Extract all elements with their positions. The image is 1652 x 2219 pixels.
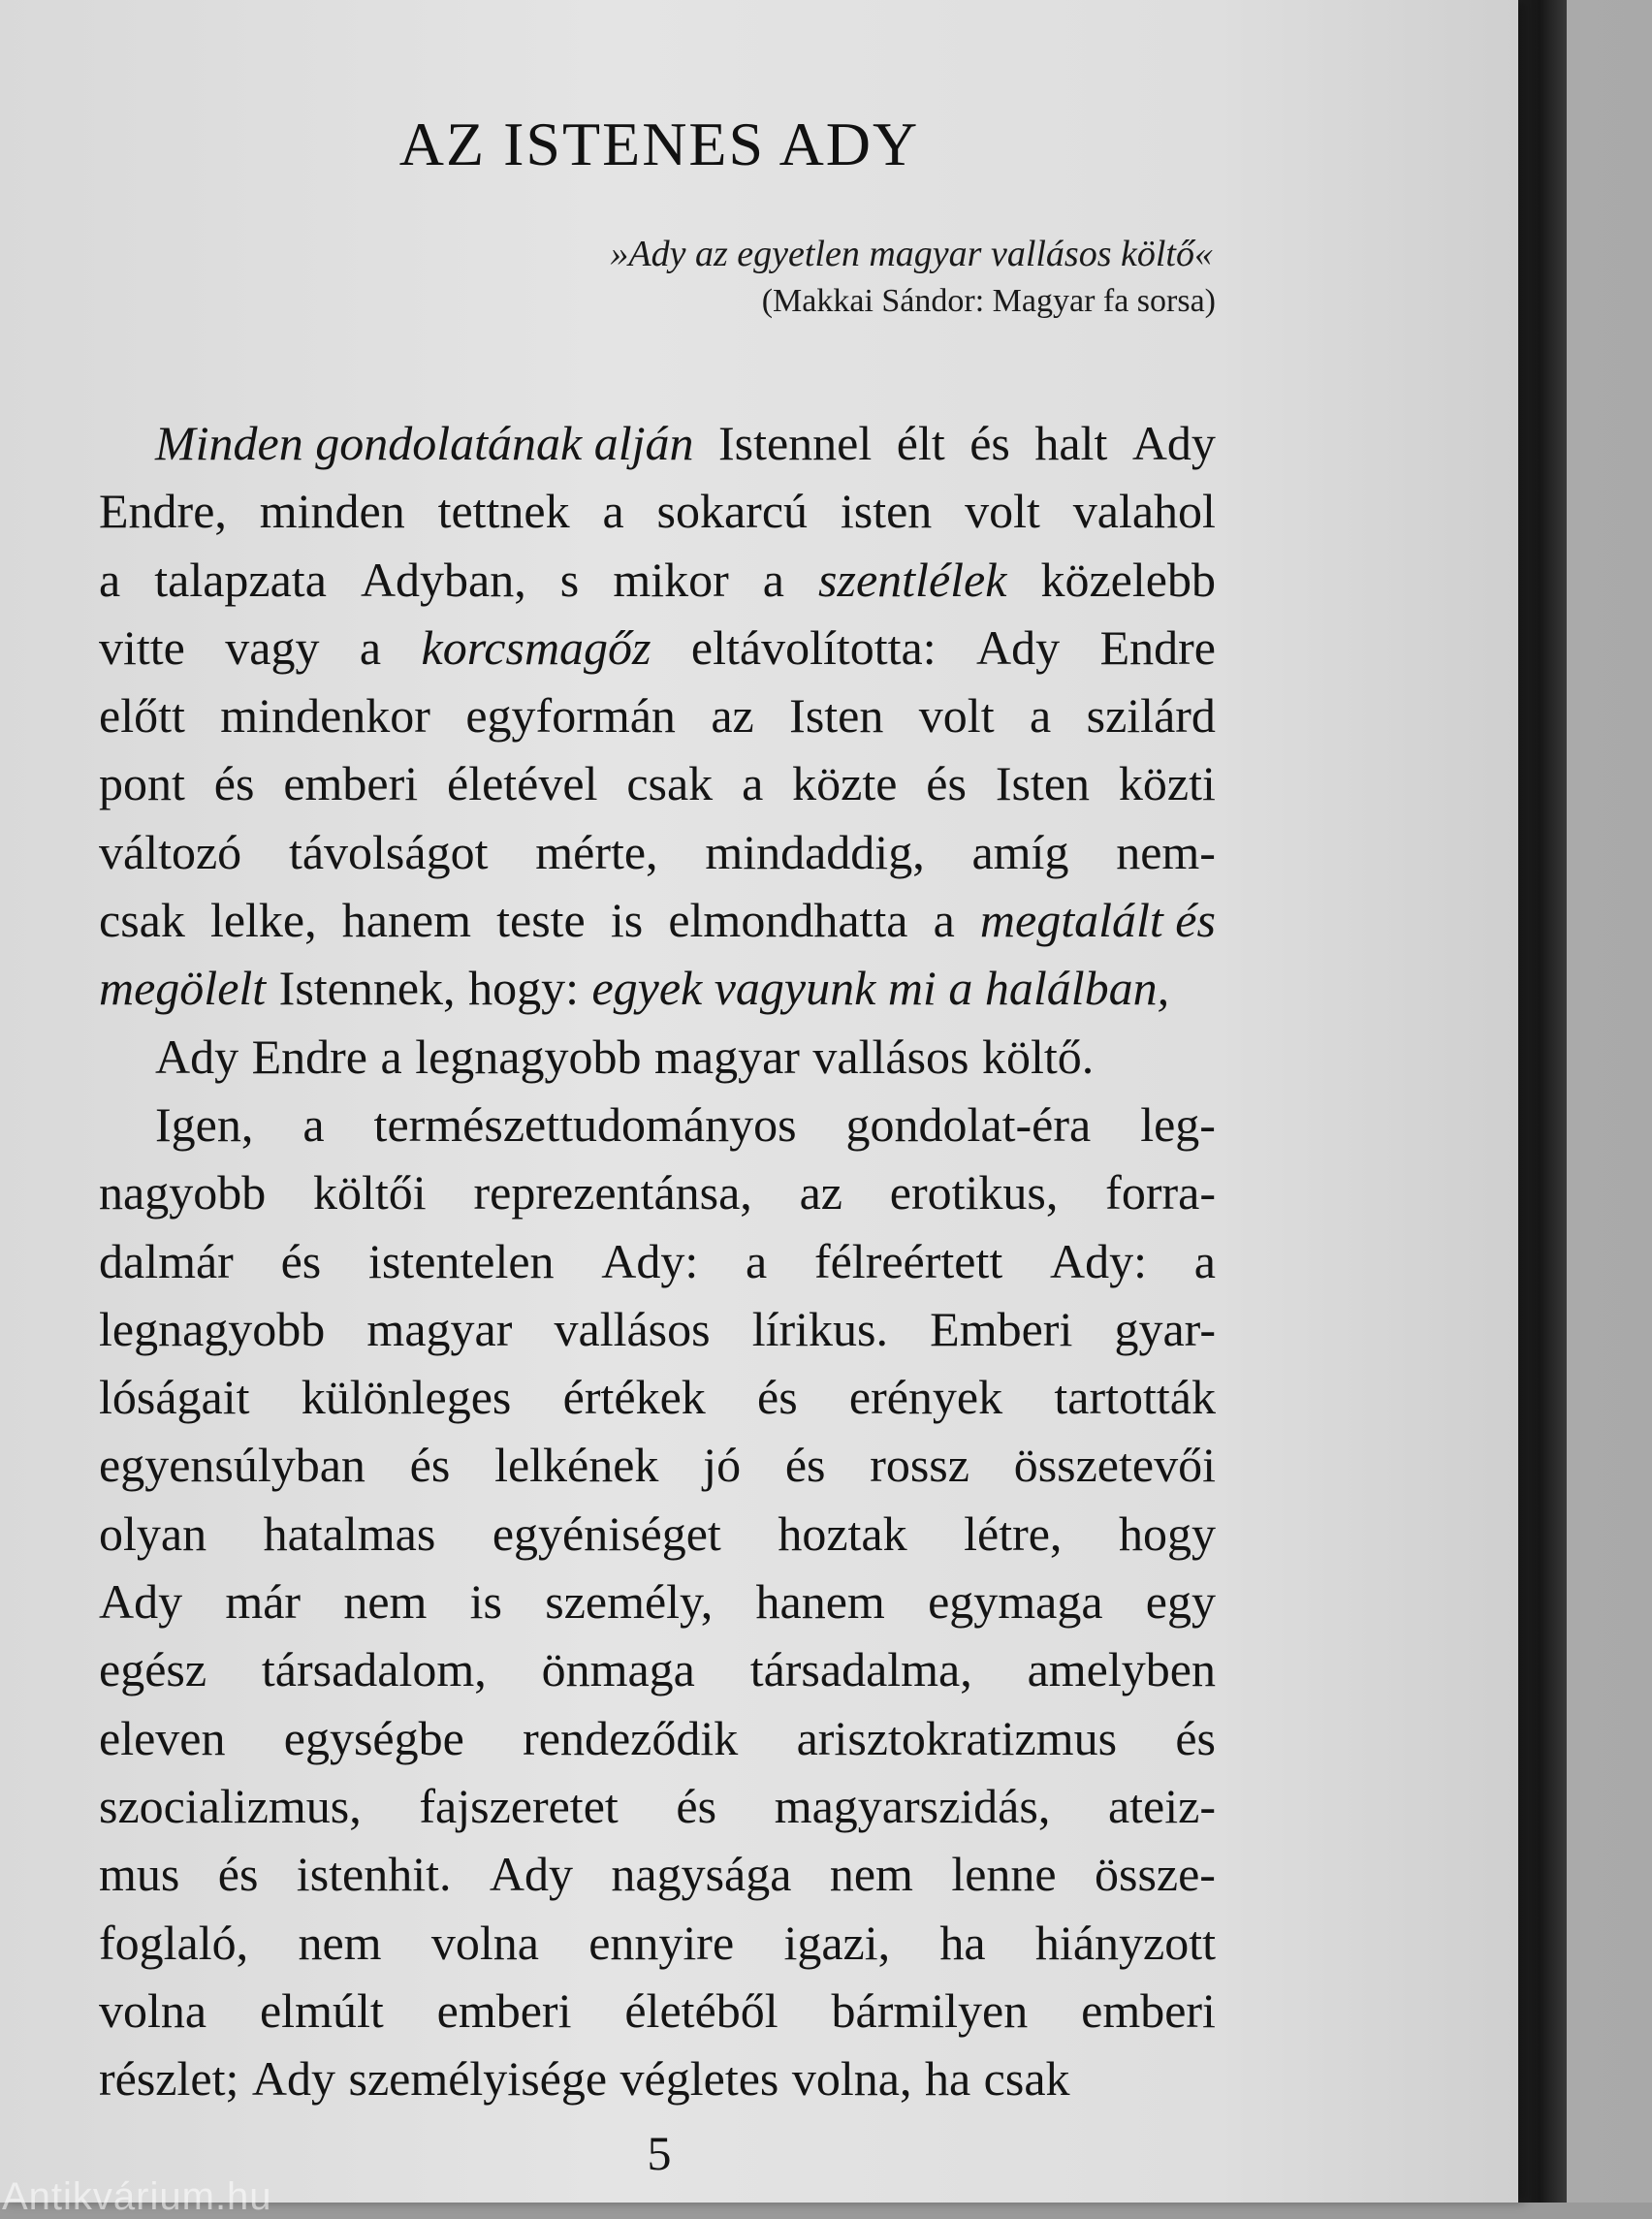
word: a (99, 552, 121, 607)
text-line (99, 1635, 1216, 1703)
italic-phrase: megölelt (99, 961, 267, 1016)
italic-phrase: megtalált és (979, 893, 1216, 948)
word: Istennek, (278, 961, 456, 1016)
word: részlet; (99, 2051, 239, 2107)
word: Endre (1099, 619, 1216, 675)
word: Istennel (717, 416, 873, 470)
word: értékek (562, 1370, 706, 1425)
word: és (1175, 1710, 1216, 1765)
word: nagysága (611, 1847, 792, 1902)
text-line (99, 1772, 1216, 1840)
word: társadalom, (261, 1642, 487, 1697)
word: változó (99, 824, 242, 879)
text-line (99, 818, 1216, 886)
text-line (99, 2045, 1216, 2112)
text-line (99, 886, 1216, 954)
word: hatalmas (263, 1506, 436, 1561)
word: volna (430, 1915, 539, 1970)
word: egyensúlyban (99, 1438, 365, 1493)
word: egész (99, 1642, 207, 1697)
word: Ady (251, 2051, 335, 2107)
italic-phrase: korcsmagőz (421, 619, 651, 675)
word: ateiz- (1107, 1778, 1216, 1833)
word: valahol (1072, 484, 1216, 539)
motto-quote: »Ady az egyetlen magyar vallásos költő« (610, 234, 1213, 274)
word: elmúlt (259, 1982, 384, 2038)
text-line (99, 1568, 1216, 1635)
text-line (99, 1977, 1216, 2045)
word: nem (829, 1847, 913, 1902)
word: távolságot (288, 824, 489, 879)
word: eltávolította: (690, 619, 937, 675)
word: nem (343, 1574, 428, 1630)
word: Adyban, (360, 552, 526, 607)
text-line (99, 1704, 1216, 1772)
text-line (99, 1363, 1216, 1431)
word: elmondhatta (668, 893, 908, 948)
word: Emberi (930, 1301, 1073, 1356)
word: tartották (1054, 1370, 1216, 1425)
word: a (933, 893, 955, 948)
word: reprezentánsa, (473, 1165, 752, 1220)
word: a (1193, 1233, 1216, 1288)
word: társadalma, (749, 1642, 972, 1697)
word: vallásos (554, 1301, 711, 1356)
italic-phrase: szentlélek (818, 552, 1007, 607)
word: Ady (976, 619, 1061, 675)
word: költő. (982, 1029, 1095, 1084)
word: rendeződik (523, 1710, 739, 1765)
text-line (99, 1158, 1216, 1226)
word: emberi (1081, 1982, 1216, 2038)
word: nagyobb (99, 1165, 267, 1220)
word: volt (918, 688, 995, 744)
word: Ady: (601, 1233, 699, 1288)
word: forra- (1105, 1165, 1216, 1220)
word: az (799, 1165, 842, 1220)
word: szilárd (1086, 688, 1216, 744)
word: volna, (791, 2051, 912, 2107)
word: végletes (620, 2051, 779, 2107)
word: hanem (755, 1574, 885, 1630)
text-line (99, 1909, 1216, 1977)
word: Ady (155, 1029, 239, 1084)
word: erotikus, (889, 1165, 1059, 1220)
word: volt (965, 484, 1040, 539)
word: életéből (624, 1982, 778, 2038)
word: és (213, 756, 255, 811)
word: nem- (1116, 824, 1216, 879)
word: istenhit. (296, 1847, 452, 1902)
word: pont (99, 756, 185, 811)
word: egyformán (465, 688, 676, 744)
word: a (762, 552, 784, 607)
word: legnagyobb (99, 1301, 326, 1356)
word: és (757, 1370, 798, 1425)
word: egyéniséget (492, 1506, 721, 1561)
word: a (742, 756, 764, 811)
word: magyarszidás, (774, 1778, 1051, 1833)
word: minden (259, 484, 405, 539)
word: jó (703, 1438, 742, 1493)
text-line (99, 614, 1216, 682)
word: a (359, 619, 382, 675)
page-number: 5 (647, 2126, 672, 2180)
word: igazi, (783, 1915, 891, 1970)
word: emberi (283, 756, 419, 811)
word: lelke, (209, 893, 317, 948)
word: olyan (99, 1506, 207, 1561)
word: mérte, (535, 824, 658, 879)
word: hanem (341, 893, 472, 948)
word: egymaga (928, 1574, 1103, 1630)
word: a (746, 1233, 768, 1288)
word: istentelen (367, 1233, 555, 1288)
body-text (99, 409, 1216, 2112)
word: és (280, 1233, 322, 1288)
word: vallásos (812, 1029, 969, 1084)
text-line (99, 546, 1216, 614)
word: is (610, 893, 644, 948)
text-line (99, 409, 1216, 477)
word: félreértett (813, 1233, 1003, 1288)
word: Ady (1131, 416, 1216, 470)
word: arisztokratizmus (796, 1710, 1118, 1765)
word: egységbe (283, 1710, 464, 1765)
word: költői (313, 1165, 427, 1220)
word: isten (840, 484, 933, 539)
word: a (602, 484, 624, 539)
text-line (99, 954, 1216, 1022)
text-line (99, 477, 1216, 545)
word: mus (99, 1847, 180, 1902)
word: amelyben (1027, 1642, 1216, 1697)
word: és (676, 1778, 717, 1833)
word: Endre, (99, 484, 227, 539)
word: erények (848, 1370, 1003, 1425)
motto-source: (Makkai Sándor: Magyar fa sorsa) (761, 283, 1216, 319)
word: sokarcú (656, 484, 809, 539)
chapter-title: AZ ISTENES ADY (398, 110, 920, 178)
word: tettnek (437, 484, 570, 539)
word: Isten (995, 756, 1091, 811)
text-line (99, 1091, 1216, 1158)
word: legnagyobb (415, 1029, 642, 1084)
word: az (711, 688, 754, 744)
word: Isten (789, 688, 884, 744)
word: Ady: (1050, 1233, 1147, 1288)
word: dalmár (99, 1233, 234, 1288)
word: mindenkor (220, 688, 430, 744)
word: közelebb (1040, 552, 1216, 607)
word: talapzata (154, 552, 327, 607)
text-line (99, 1500, 1216, 1568)
italic-phrase: Minden gondolatának alján (155, 416, 694, 470)
word: csak (626, 756, 714, 811)
text-line (99, 682, 1216, 749)
word: teste (496, 893, 586, 948)
text-line (99, 1023, 1216, 1091)
word: fajszeretet (419, 1778, 619, 1833)
word: Igen, (155, 1096, 254, 1152)
word: ennyire (588, 1915, 735, 1970)
italic-phrase: egyek vagyunk mi a halálban, (591, 961, 1170, 1016)
word: emberi (436, 1982, 572, 2038)
word: mikor (613, 552, 729, 607)
text-line (99, 1431, 1216, 1499)
word: és (784, 1438, 826, 1493)
word: a (302, 1096, 325, 1152)
word: és (969, 416, 1010, 470)
text-line (99, 1227, 1216, 1295)
word: egy (1145, 1574, 1216, 1630)
word: ha (939, 1915, 986, 1970)
word: is (469, 1574, 502, 1630)
word: halt (1034, 416, 1108, 470)
word: Endre (251, 1029, 367, 1084)
word: foglaló, (99, 1915, 249, 1970)
word: szocializmus, (99, 1778, 362, 1833)
word: vagy (225, 619, 320, 675)
word: lelkének (494, 1438, 659, 1493)
word: összetevői (1013, 1438, 1216, 1493)
word: közti (1118, 756, 1216, 811)
text-line (99, 1840, 1216, 1908)
word: előtt (99, 688, 185, 744)
word: s (559, 552, 580, 607)
word: rossz (870, 1438, 969, 1493)
word: gyar- (1114, 1301, 1216, 1356)
watermark: Antikvárium.hu (2, 2175, 272, 2218)
word: lenne (951, 1847, 1057, 1902)
word: önmaga (541, 1642, 695, 1697)
word: nem (298, 1915, 382, 1970)
word: és (409, 1438, 451, 1493)
word: mindaddig, (705, 824, 925, 879)
word: Ady (99, 1574, 183, 1630)
text-line (99, 749, 1216, 817)
word: és (926, 756, 967, 811)
word: már (225, 1574, 302, 1630)
word: hogy (1118, 1506, 1216, 1561)
word: személy, (545, 1574, 714, 1630)
word: különleges (301, 1370, 512, 1425)
word: bármilyen (831, 1982, 1029, 2038)
word: csak (983, 2051, 1070, 2107)
word: lírikus. (751, 1301, 889, 1356)
word: össze- (1095, 1847, 1216, 1902)
word: amíg (971, 824, 1069, 879)
word: volna (99, 1982, 207, 2038)
word: élt (896, 416, 945, 470)
word: személyisége (348, 2051, 608, 2107)
word: a (380, 1029, 402, 1084)
word: ha (924, 2051, 971, 2107)
word: csak (99, 893, 185, 948)
word: Ady (489, 1847, 574, 1902)
word: létre, (964, 1506, 1063, 1561)
word: és (217, 1847, 259, 1902)
word: gondolat-éra (845, 1096, 1092, 1152)
word: vitte (99, 619, 185, 675)
word: hiányzott (1034, 1915, 1216, 1970)
word: lóságait (99, 1370, 250, 1425)
text-line (99, 1295, 1216, 1363)
word: magyar (653, 1029, 800, 1084)
word: természettudományos (373, 1096, 797, 1152)
word: életével (447, 756, 598, 811)
word: a (1030, 688, 1052, 744)
word: közte (792, 756, 898, 811)
word: eleven (99, 1710, 226, 1765)
word: leg- (1140, 1096, 1216, 1152)
word: magyar (366, 1301, 513, 1356)
word: hoztak (778, 1506, 907, 1561)
word: hogy: (468, 961, 579, 1016)
